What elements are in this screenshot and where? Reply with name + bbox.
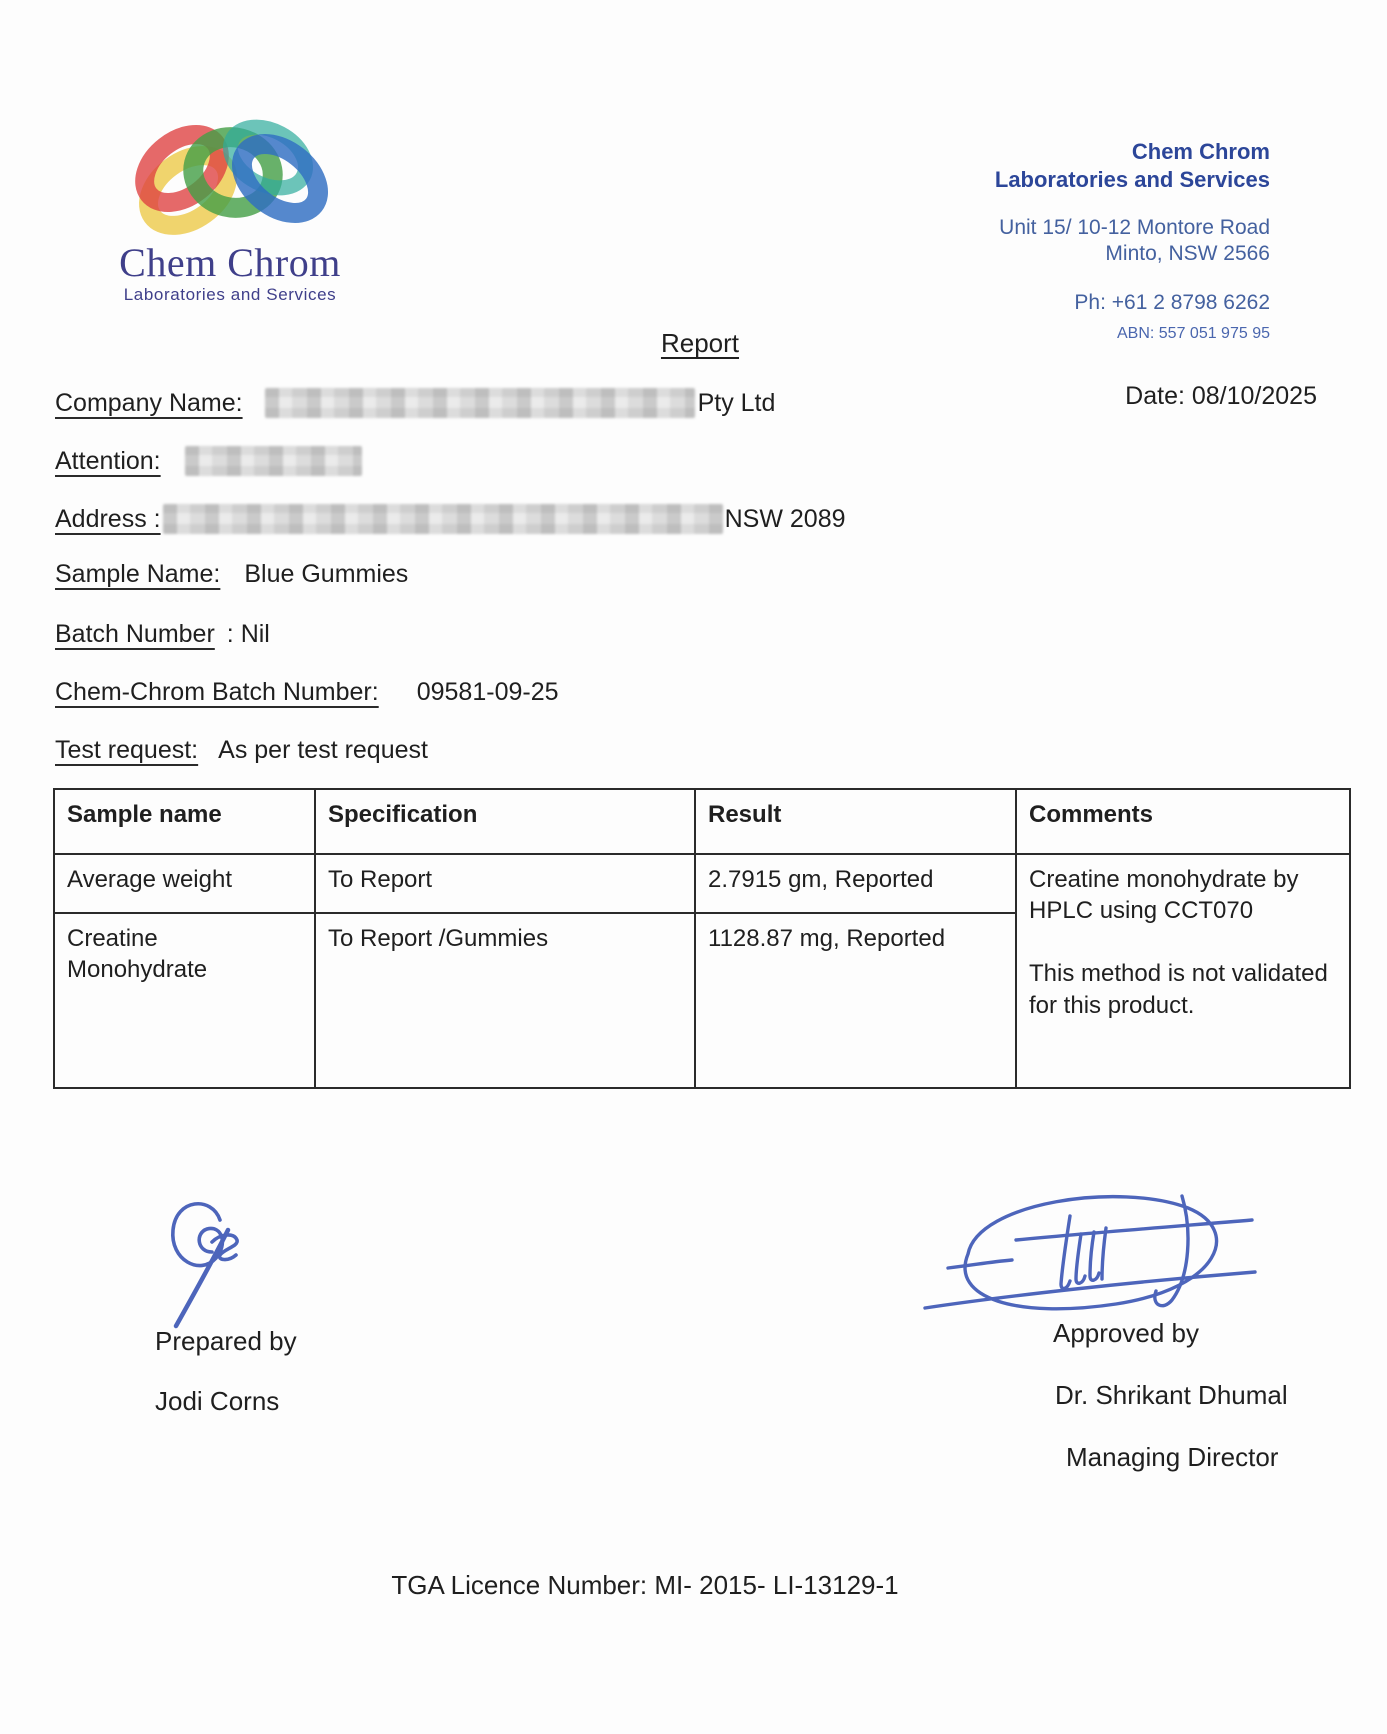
attention-label: Attention: <box>55 447 161 475</box>
cell-sample-name: Creatine Monohydrate <box>54 913 315 1088</box>
prepared-signature-ink <box>160 1192 270 1337</box>
table-header-row <box>54 789 1350 854</box>
company-name-redaction <box>265 388 695 418</box>
contact-phone: Ph: +61 2 8798 6262 <box>1074 290 1270 314</box>
address-redaction <box>163 504 723 534</box>
cell-comments <box>1016 854 1350 1088</box>
contact-block <box>995 138 1270 344</box>
contact-abn: ABN: 557 051 975 95 <box>1116 324 1270 342</box>
address-label: Address : <box>55 505 161 533</box>
approved-by-title: Managing Director <box>1066 1442 1279 1472</box>
cell-specification: To Report /Gummies <box>315 913 695 1088</box>
field-batch-number <box>55 620 270 649</box>
field-sample-name <box>55 560 408 589</box>
comments-line2: This method is not validated for this product. <box>1029 960 1328 1019</box>
prepared-by-name: Jodi Corns <box>155 1386 280 1416</box>
cell-result: 1128.87 mg, Reported <box>695 913 1016 1088</box>
contact-address-line1: Unit 15/ 10-12 Montore Road <box>999 216 1270 239</box>
attention-redaction <box>185 446 362 476</box>
test-request-label: Test request: <box>55 736 199 764</box>
contact-name-line2: Laboratories and Services <box>994 166 1270 192</box>
sample-name-label: Sample Name: <box>55 560 221 588</box>
approved-by-caption: Approved by <box>1053 1318 1199 1348</box>
address-suffix: NSW 2089 <box>724 505 846 533</box>
tga-licence-number: TGA Licence Number: MI- 2015- LI-13129-1 <box>391 1570 899 1600</box>
report-date: Date: 08/10/2025 <box>1125 382 1317 410</box>
field-cc-batch-number <box>55 678 559 707</box>
field-address <box>55 500 846 534</box>
cc-batch-number-label: Chem-Chrom Batch Number: <box>55 678 379 706</box>
col-header-sample-name: Sample name <box>54 789 315 854</box>
field-test-request <box>55 736 428 765</box>
batch-number-label: Batch Number <box>55 620 215 648</box>
batch-number-value: : Nil <box>226 620 270 648</box>
contact-name-line1: Chem Chrom <box>1131 139 1270 164</box>
col-header-result: Result <box>695 789 1016 854</box>
cell-specification: To Report <box>315 854 695 913</box>
comments-line1: Creatine monohydrate by HPLC using CCT070 <box>1029 866 1299 925</box>
approved-by-name: Dr. Shrikant Dhumal <box>1055 1380 1288 1410</box>
prepared-by-caption: Prepared by <box>155 1326 297 1356</box>
test-request-value: As per test request <box>218 736 428 764</box>
table-row <box>54 854 1350 913</box>
report-heading: Report <box>660 328 740 358</box>
col-header-comments: Comments <box>1016 789 1350 854</box>
chemchrom-logo-icon <box>130 100 340 255</box>
company-name-suffix: Pty Ltd <box>697 389 776 417</box>
cell-sample-name: Average weight <box>54 854 315 913</box>
sample-name-value: Blue Gummies <box>244 560 409 588</box>
logo-wordmark: Chem Chrom <box>119 240 341 285</box>
col-header-specification: Specification <box>315 789 695 854</box>
field-attention <box>55 442 362 476</box>
contact-address-line2: Minto, NSW 2566 <box>1105 242 1270 266</box>
cell-result: 2.7915 gm, Reported <box>695 854 1016 913</box>
field-company-name <box>55 384 775 418</box>
cc-batch-number-value: 09581-09-25 <box>416 678 559 706</box>
logo-tagline: Laboratories and Services <box>123 285 337 304</box>
company-name-label: Company Name: <box>55 389 243 417</box>
results-table <box>53 788 1351 1089</box>
